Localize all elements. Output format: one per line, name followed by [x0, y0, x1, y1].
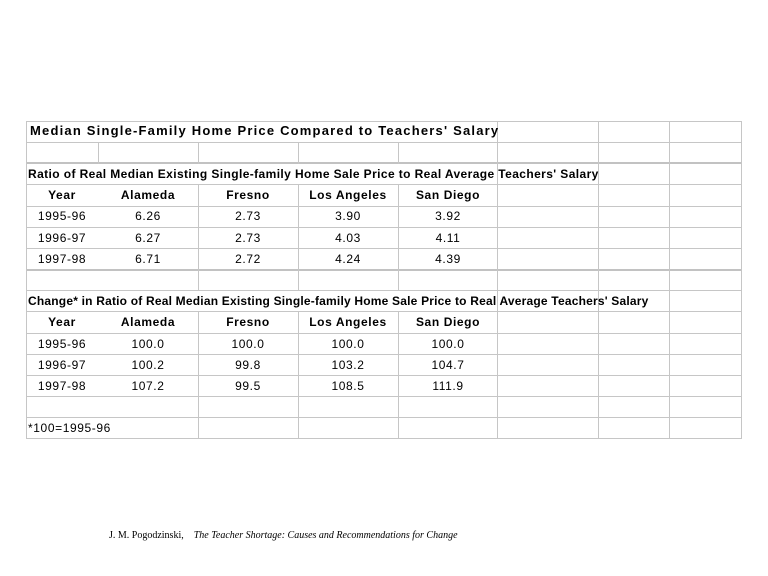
col-header-fresno: Fresno: [226, 188, 270, 202]
caption-author: J. M. Pogodzinski,: [109, 530, 184, 541]
table-cell: 4.11: [435, 231, 461, 245]
table-cell: 1995-96: [37, 209, 87, 223]
col-header-los-angeles: Los Angeles: [309, 188, 387, 202]
table-cell: 111.9: [432, 379, 464, 393]
table-cell: 100.0: [131, 337, 165, 351]
caption: [109, 530, 458, 541]
col-header-year: Year: [48, 315, 76, 329]
table-cell: 3.92: [435, 209, 461, 223]
table-cell: 2.72: [235, 252, 261, 266]
section1-heading: Ratio of Real Median Existing Single-family Home Sale Price to Real Average Teachers' Salary: [28, 167, 599, 181]
table-cell: 1995-96: [37, 337, 87, 351]
spreadsheet-table: [26, 121, 742, 439]
table-cell: 6.71: [135, 252, 161, 266]
table-cell: 108.5: [331, 379, 365, 393]
table-cell: 2.73: [235, 209, 261, 223]
col-header-san-diego: San Diego: [415, 188, 481, 202]
table-cell: 4.24: [335, 252, 361, 266]
table-cell: 1997-98: [37, 252, 87, 266]
col-header-year: Year: [48, 188, 76, 202]
footnote: *100=1995-96: [28, 421, 111, 435]
table-cell: 100.2: [131, 358, 165, 372]
table-cell: 6.27: [135, 231, 161, 245]
col-header-alameda: Alameda: [120, 315, 176, 329]
table-cell: 100.0: [331, 337, 365, 351]
table-cell: 1996-97: [37, 358, 87, 372]
section2-heading: Change* in Ratio of Real Median Existing Single-family Home Sale Price to Real Average Teachers' Salary: [28, 294, 649, 308]
table-cell: 107.2: [131, 379, 165, 393]
table-cell: 1997-98: [37, 379, 87, 393]
table-cell: 99.5: [235, 379, 261, 393]
col-header-fresno: Fresno: [226, 315, 270, 329]
table-cell: 1996-97: [37, 231, 87, 245]
col-header-alameda: Alameda: [120, 188, 176, 202]
table-cell: 100.0: [431, 337, 465, 351]
table-cell: 104.7: [431, 358, 465, 372]
table-cell: 6.26: [135, 209, 161, 223]
table-cell: 3.90: [335, 209, 361, 223]
table-cell: 99.8: [235, 358, 261, 372]
table-cell: 100.0: [231, 337, 265, 351]
table-cell: 4.39: [435, 252, 461, 266]
caption-work: The Teacher Shortage: Causes and Recommendations for Change: [193, 530, 458, 541]
table-cell: 2.73: [235, 231, 261, 245]
page-title: Median Single-Family Home Price Compared to Teachers' Salary: [30, 123, 500, 138]
col-header-los-angeles: Los Angeles: [309, 315, 387, 329]
table-cell: 103.2: [331, 358, 365, 372]
col-header-san-diego: San Diego: [415, 315, 481, 329]
table-cell: 4.03: [335, 231, 361, 245]
